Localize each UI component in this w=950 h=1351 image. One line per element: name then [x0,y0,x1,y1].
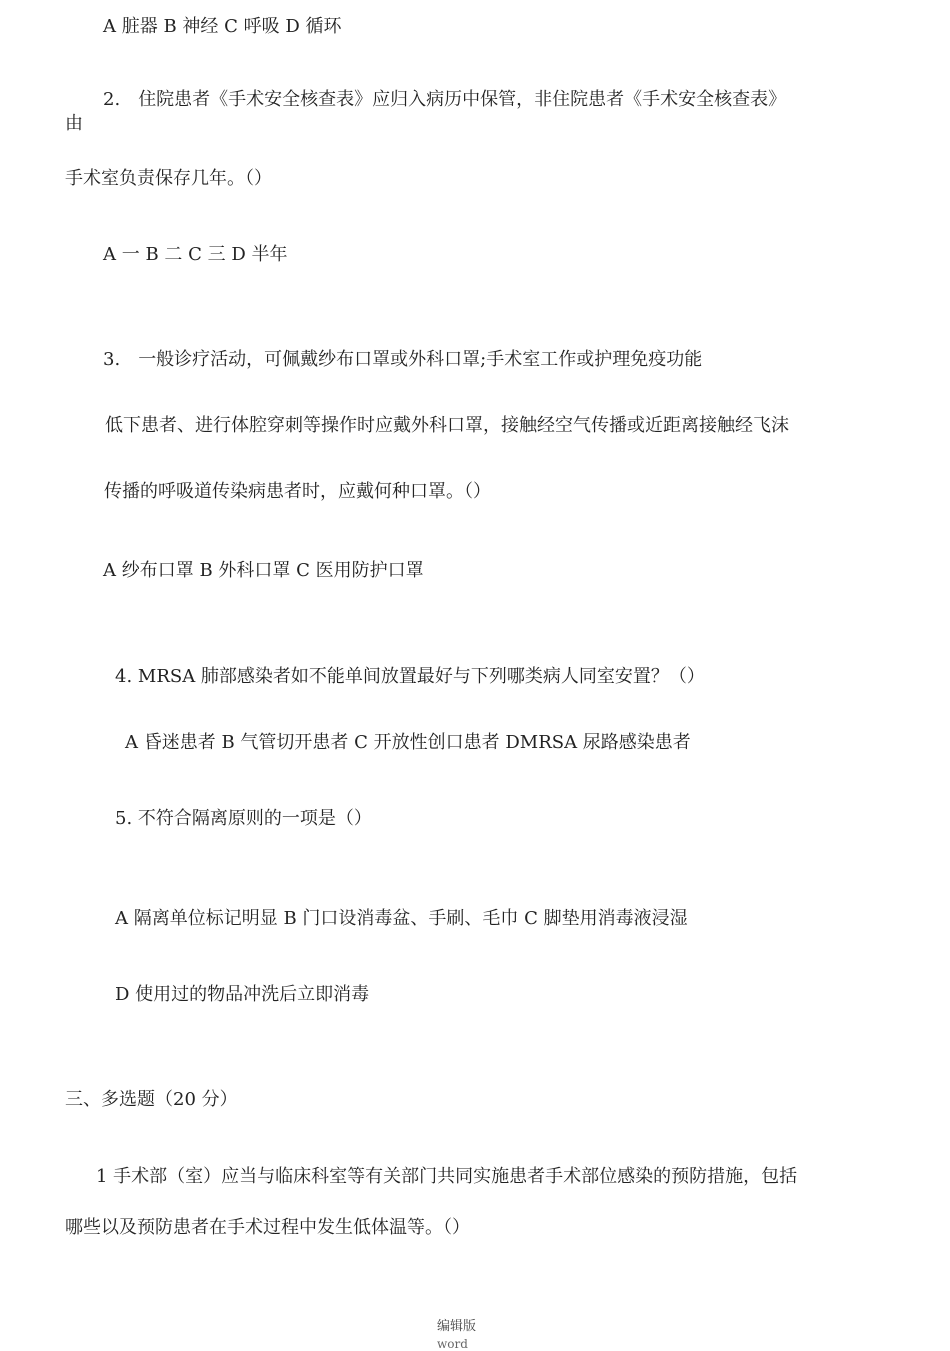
q2-line3: 手术室负责保存几年。（） [65,168,272,189]
footer-label: 编辑版 [437,1319,477,1334]
q3-line2: 低下患者、进行体腔穿刺等操作时应戴外科口罩，接触经空气传播或近距离接触经飞沫 [105,415,789,436]
q3-number: 3. [103,349,121,370]
q3-text: 一般诊疗活动，可佩戴纱布口罩或外科口罩;手术室工作或护理免疫功能 [138,349,703,370]
q2-number: 2. [103,89,121,110]
q2-text: 住院患者《手术安全核查表》应归入病历中保管，非住院患者《手术安全核查表》 [138,89,787,110]
q5-options-line2: D 使用过的物品冲洗后立即消毒 [115,984,370,1005]
section-title-multiple-choice: 三、多选题（20 分） [65,1089,238,1110]
q2-options: A 一 B 二 C 三 D 半年 [103,244,288,265]
q5-text: 5. 不符合隔离原则的一项是（） [115,808,372,829]
mq1-line1: 1 手术部（室）应当与临床科室等有关部门共同实施患者手术部位感染的预防措施，包括 [96,1166,798,1187]
q2-line1 [103,88,786,112]
q4-text: 4. MRSA 肺部感染者如不能单间放置最好与下列哪类病人同室安置？（） [115,666,705,687]
q3-line3: 传播的呼吸道传染病患者时，应戴何种口罩。（） [104,481,491,502]
q3-options: A 纱布口罩 B 外科口罩 C 医用防护口罩 [103,560,424,581]
footer-cut-text: word [437,1337,468,1351]
q1-options: A 脏器 B 神经 C 呼吸 D 循环 [103,16,342,37]
q5-options-line1: A 隔离单位标记明显 B 门口设消毒盆、手刷、毛巾 C 脚垫用消毒液浸湿 [115,908,688,929]
q4-options: A 昏迷患者 B 气管切开患者 C 开放性创口患者 DMRSA 尿路感染患者 [125,732,691,753]
q2-line2: 由 [65,113,83,134]
mq1-line2: 哪些以及预防患者在手术过程中发生低体温等。（） [65,1217,470,1238]
q3-line1 [103,348,702,372]
